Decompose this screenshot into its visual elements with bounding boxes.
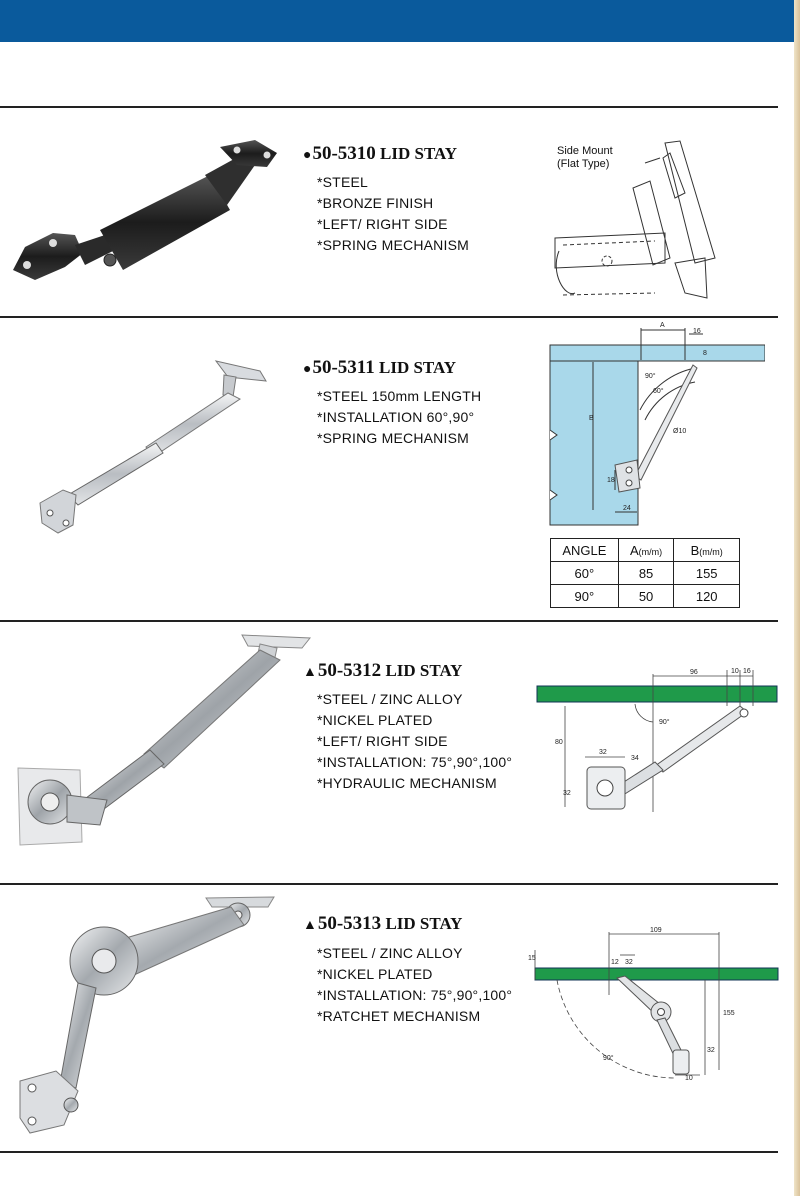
dimension-label: 60° [653, 388, 664, 395]
divider [0, 883, 778, 885]
table-cell: 85 [618, 562, 674, 585]
dimension-label: 32 [625, 959, 633, 966]
lid-stay-photo-bronze [5, 135, 285, 290]
product-name: LID STAY [385, 661, 463, 680]
feature-item: *STEEL / ZINC ALLOY [317, 691, 463, 707]
table-header: B(m/m) [674, 539, 740, 562]
side-mount-diagram [545, 133, 725, 303]
divider [0, 316, 778, 318]
installation-diagram-blue [545, 320, 765, 530]
dimension-label: 34 [631, 755, 639, 762]
dimension-label: 10 [685, 1075, 693, 1082]
table-cell: 50 [618, 585, 674, 608]
dimension-label: B [589, 415, 594, 422]
dimension-label: 90° [603, 1055, 614, 1062]
feature-item: *LEFT/ RIGHT SIDE [317, 216, 448, 232]
feature-item: *NICKEL PLATED [317, 966, 433, 982]
dimension-label: A [660, 322, 665, 329]
feature-item: *SPRING MECHANISM [317, 430, 469, 446]
lid-stay-photo-ratchet [16, 893, 276, 1143]
dimension-label: 96 [690, 669, 698, 676]
feature-list [317, 172, 469, 256]
feature-item: *NICKEL PLATED [317, 712, 433, 728]
dimension-label: 16 [693, 328, 701, 335]
table-header: A(m/m) [618, 539, 674, 562]
product-code: 50-5311 [312, 357, 375, 378]
dimension-label: 80 [555, 739, 563, 746]
feature-list [317, 386, 481, 449]
dimension-label: 12 [611, 959, 619, 966]
feature-item: *STEEL 150mm LENGTH [317, 388, 482, 404]
dimension-label: 10 [731, 668, 739, 675]
lid-stay-photo-hydraulic [12, 630, 312, 860]
diagram-label: Side Mount (Flat Type) [557, 145, 613, 170]
product-name: LID STAY [385, 914, 463, 933]
dimension-label: Ø10 [673, 428, 687, 435]
table-row [551, 585, 740, 608]
dimension-label: 90° [659, 719, 670, 726]
diagram-drawing [545, 133, 725, 303]
table-cell: 90° [551, 585, 619, 608]
top-banner [0, 0, 800, 42]
product-code: 50-5310 [312, 143, 376, 164]
dimension-label: 15 [528, 955, 536, 962]
bullet-marker: ▲ [303, 918, 317, 933]
product-title [303, 143, 457, 165]
table-header: ANGLE [551, 539, 619, 562]
dimension-label: 18 [607, 477, 615, 484]
dimension-label: 32 [707, 1047, 715, 1054]
dimension-label: 32 [563, 790, 571, 797]
product-title [303, 357, 456, 379]
dimension-label: 32 [599, 749, 607, 756]
table-row [551, 562, 740, 585]
divider [0, 1151, 778, 1153]
dimension-label: 109 [650, 927, 662, 934]
feature-item: *RATCHET MECHANISM [317, 1008, 481, 1024]
bullet-marker: ● [303, 362, 312, 377]
feature-item: *LEFT/ RIGHT SIDE [317, 733, 448, 749]
product-code: 50-5313 [317, 913, 382, 934]
product-code: 50-5312 [317, 660, 382, 681]
bullet-marker: ▲ [303, 665, 317, 680]
table-header-row [551, 539, 740, 562]
feature-item: *INSTALLATION: 75°,90°,100° [317, 987, 513, 1003]
installation-diagram-ratchet [525, 920, 780, 1085]
bullet-marker: ● [303, 148, 312, 163]
feature-item: *SPRING MECHANISM [317, 237, 469, 253]
feature-item: *STEEL [317, 174, 368, 190]
feature-list [317, 689, 512, 794]
table-cell: 155 [674, 562, 740, 585]
dimension-label: 8 [703, 350, 707, 357]
lid-stay-photo-steel [28, 355, 278, 540]
product-name: LID STAY [379, 358, 457, 377]
dimension-label: 16 [743, 668, 751, 675]
dimension-label: 24 [623, 505, 631, 512]
feature-item: *INSTALLATION: 75°,90°,100° [317, 754, 513, 770]
feature-item: *HYDRAULIC MECHANISM [317, 775, 497, 791]
feature-list [317, 943, 512, 1027]
installation-diagram-green [535, 662, 780, 822]
product-title [303, 913, 462, 935]
angle-spec-table [550, 538, 740, 608]
dimension-label: 155 [723, 1010, 735, 1017]
table-cell: 120 [674, 585, 740, 608]
feature-item: *BRONZE FINISH [317, 195, 434, 211]
divider [0, 106, 778, 108]
product-title [303, 660, 462, 682]
page-edge [794, 0, 800, 1196]
dimension-label: 90° [645, 373, 656, 380]
feature-item: *STEEL / ZINC ALLOY [317, 945, 463, 961]
divider [0, 620, 778, 622]
table-cell: 60° [551, 562, 619, 585]
feature-item: *INSTALLATION 60°,90° [317, 409, 475, 425]
product-name: LID STAY [380, 144, 458, 163]
